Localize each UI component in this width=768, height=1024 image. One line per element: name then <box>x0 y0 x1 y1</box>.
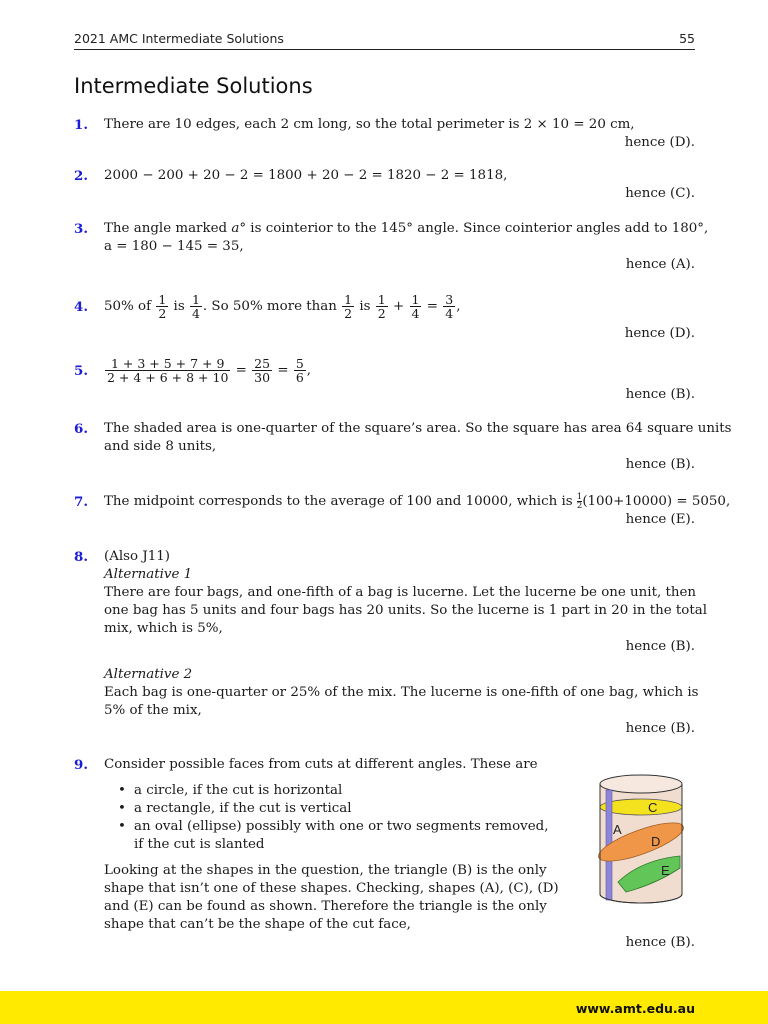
answer: hence (B). <box>625 935 695 950</box>
alt1-text-line1: There are four bags, and one-fifth of a bag is lucerne. Let the lucerne be one unit, then <box>104 585 697 600</box>
answer: hence (C). <box>625 186 695 201</box>
fraction: $\frac{1}{4}$ <box>191 292 200 321</box>
problem-text: Consider possible faces from cuts at different angles. These are <box>104 757 538 772</box>
problem-number: 6. <box>74 421 88 437</box>
problem-text-line2: a = 180 − 145 = 35, <box>104 239 244 254</box>
fraction: $\frac{1}{2}$ <box>158 292 167 321</box>
answer: hence (B). <box>625 639 695 654</box>
answer: hence (D). <box>624 135 695 150</box>
figure-label-a: A <box>613 822 622 837</box>
answer: hence (A). <box>625 257 695 272</box>
problem-text: The angle marked a° is cointerior to the 145° angle. Since cointerior angles add to 180°, <box>104 221 709 236</box>
answer: hence (E). <box>625 512 695 527</box>
alternative-1-label: Alternative 1 <box>104 567 193 582</box>
figure-label-c: C <box>648 800 658 815</box>
section-title: Intermediate Solutions <box>74 74 313 98</box>
problem-text: The shaded area is one-quarter of the square’s area. So the square has area 64 square units <box>104 421 732 436</box>
footer-url: www.amt.edu.au <box>575 1001 695 1016</box>
problem-text-line2: and side 8 units, <box>104 439 217 454</box>
answer: hence (B). <box>625 457 695 472</box>
problem-number: 3. <box>74 221 88 237</box>
list-item: • an oval (ellipse) possibly with one or two segments removed, if the cut is slanted <box>104 818 695 854</box>
list-item: • a circle, if the cut is horizontal <box>104 782 695 800</box>
problem-number: 9. <box>74 757 88 773</box>
problem-note: (Also J11) <box>104 549 170 564</box>
problem-text: There are 10 edges, each 2 cm long, so the total perimeter is 2 × 10 = 20 cm, <box>104 117 635 132</box>
fraction: $\frac{1 + 3 + 5 + 7 + 9}{2 + 4 + 6 + 8 + 10}$ <box>107 356 229 385</box>
alt1-text-line2: one bag has 5 units and four bags has 20 units. So the lucerne is 1 part in 20 in the total <box>104 603 708 618</box>
problem-text: The midpoint corresponds to the average of 100 and 10000, which is $\frac{1}{2}(100+10000) = 5050$, <box>104 492 731 511</box>
answer: hence (B). <box>625 387 695 402</box>
answer: hence (D). <box>624 326 695 341</box>
problem-number: 4. <box>74 299 88 315</box>
fraction: $\frac{1}{2}$ <box>377 292 386 321</box>
problem-number: 2. <box>74 168 88 184</box>
problem-text: 2000 − 200 + 20 − 2 = 1800 + 20 − 2 = 1820 − 2 = 1818, <box>104 168 508 183</box>
cylinder-cut-figure <box>596 772 686 912</box>
alt1-text-line3: mix, which is 5%, <box>104 621 223 636</box>
fraction: $\frac{1}{2}$ <box>576 492 583 511</box>
alt2-text-line1: Each bag is one-quarter or 25% of the mix. The lucerne is one-fifth of one bag, which is <box>104 685 699 700</box>
footer-bar <box>0 991 768 1024</box>
figure-label-e: E <box>661 863 670 878</box>
fraction: $\frac{5}{6}$ <box>295 356 304 385</box>
list-item: • a rectangle, if the cut is vertical <box>104 800 695 818</box>
header-title: 2021 AMC Intermediate Solutions <box>74 31 284 46</box>
problem-text: $\frac{1 + 3 + 5 + 7 + 9}{2 + 4 + 6 + 8 + 10}$ = $\frac{25}{30}$ = $\frac{5}{6}$ , <box>107 356 312 385</box>
problem-number: 7. <box>74 494 88 510</box>
fraction: $\frac{1}{2}$ <box>344 292 353 321</box>
alt2-text-line2: 5% of the mix, <box>104 703 202 718</box>
alternative-2-label: Alternative 2 <box>104 667 193 682</box>
problem-number: 1. <box>74 117 88 133</box>
answer: hence (B). <box>625 721 695 736</box>
problem-text: 50% of $\frac{1}{2}$ is $\frac{1}{4}$ . So 50% more than $\frac{1}{2}$ is $\frac{1}{2}$ + $\frac{1}{4}$ = $\frac{3}{4}$ , <box>104 292 461 321</box>
figure-label-d: D <box>651 834 661 849</box>
fraction: $\frac{25}{30}$ <box>254 356 271 385</box>
fraction: $\frac{3}{4}$ <box>445 292 454 321</box>
problem-number: 8. <box>74 549 88 565</box>
running-header <box>74 31 695 50</box>
fraction: $\frac{1}{4}$ <box>411 292 420 321</box>
problem-number: 5. <box>74 363 88 379</box>
explanation-paragraph: Looking at the shapes in the question, the triangle (B) is the only shape that isn’t one of these shapes. Checking, shapes (A), (C), (D) and (E) can be found as shown. Therefore the triangle is the only shape that can’t be the shape of the cut face, <box>104 863 559 932</box>
page-number: 55 <box>679 31 695 46</box>
